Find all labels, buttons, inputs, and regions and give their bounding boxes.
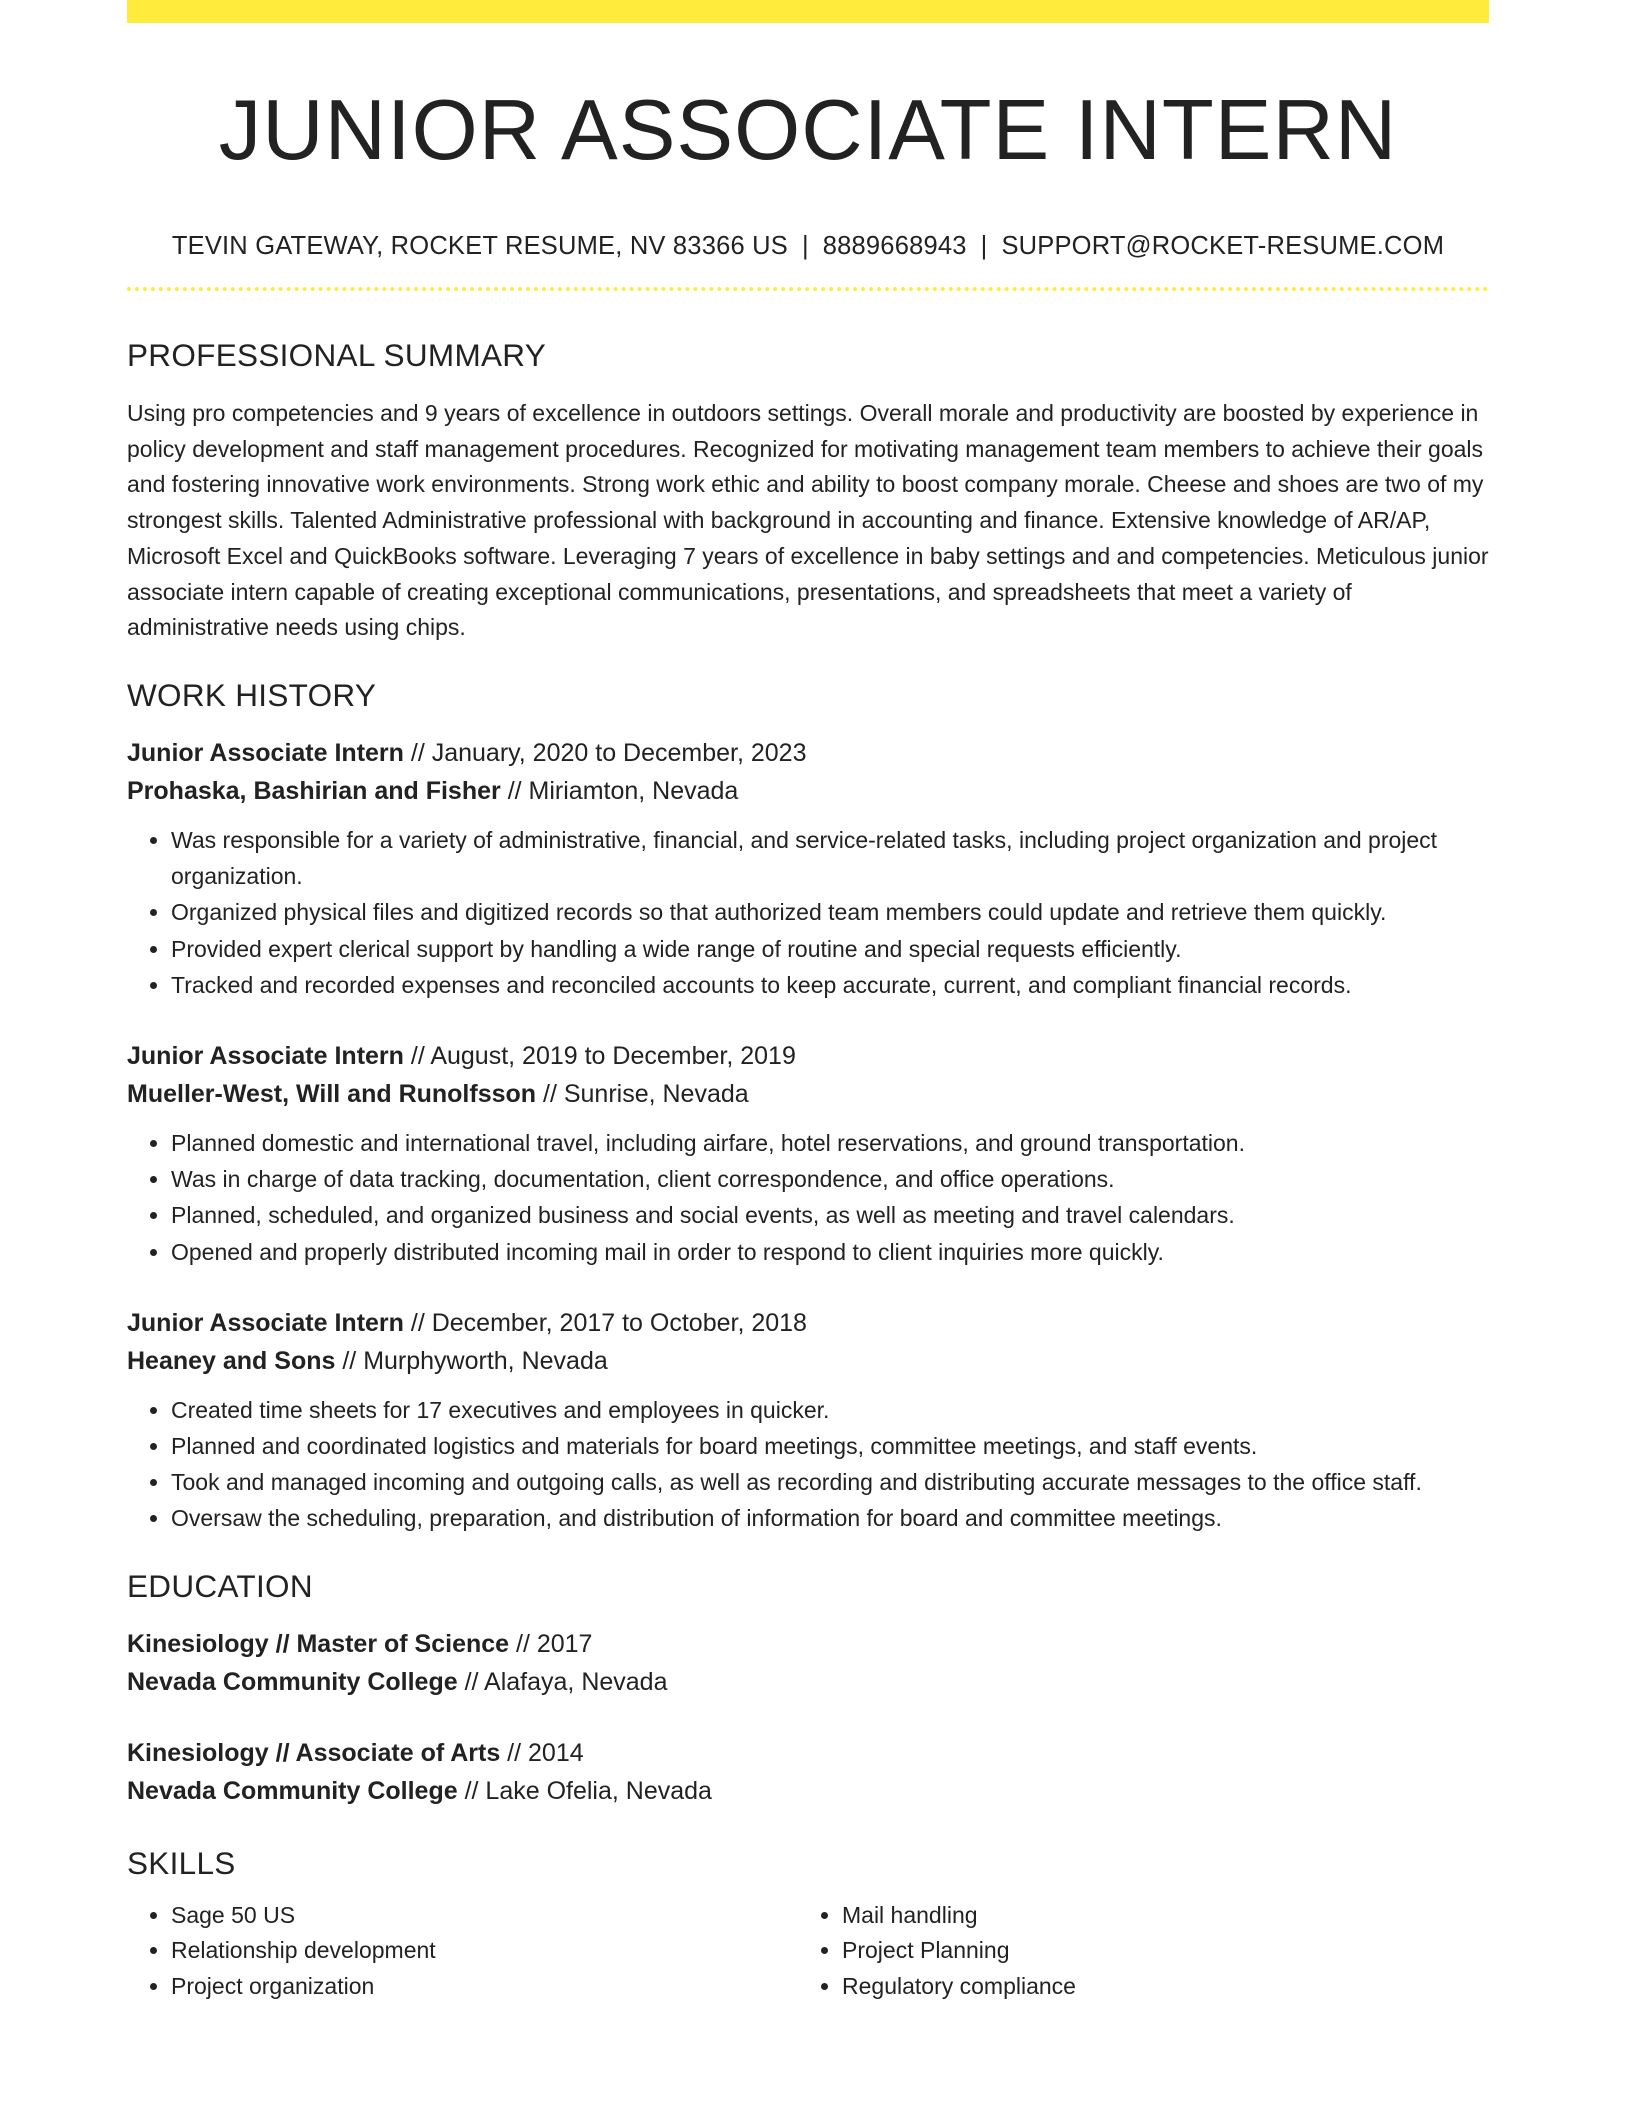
section-title-skills: SKILLS bbox=[127, 1844, 236, 1881]
section-title-summary: PROFESSIONAL SUMMARY bbox=[127, 337, 547, 373]
list-item: • Tracked and recorded expenses and reconciled accounts to keep accurate, current, and compliant financial records. bbox=[171, 967, 1489, 1003]
skill-item: • Sage 50 US bbox=[171, 1898, 798, 1934]
education-year: // 2014 bbox=[500, 1738, 584, 1767]
job-company: Mueller-West, Will and Runolfsson bbox=[127, 1079, 537, 1108]
job-role-line bbox=[127, 1037, 1489, 1075]
skill-item: • Regulatory compliance bbox=[842, 1969, 1469, 2005]
job-entry bbox=[127, 1304, 1489, 1537]
job-dates: // December, 2017 to October, 2018 bbox=[403, 1308, 807, 1337]
education-degree-line bbox=[127, 1625, 1489, 1663]
education-school-line bbox=[127, 1772, 1489, 1810]
job-role-line bbox=[127, 1304, 1489, 1342]
skill-item: • Project organization bbox=[171, 1969, 798, 2005]
section-title-work-history: WORK HISTORY bbox=[127, 676, 377, 713]
education-location: // Alafaya, Nevada bbox=[457, 1667, 668, 1696]
list-item: • Was in charge of data tracking, documentation, client correspondence, and office operations. bbox=[171, 1161, 1489, 1197]
list-item: • Opened and properly distributed incoming mail in order to respond to client inquiries more quickly. bbox=[171, 1234, 1489, 1270]
education-location: // Lake Ofelia, Nevada bbox=[457, 1776, 712, 1805]
list-item: • Planned domestic and international travel, including airfare, hotel reservations, and ground transportation. bbox=[171, 1125, 1489, 1161]
contact-separator: | bbox=[980, 232, 988, 260]
job-bullets bbox=[127, 1392, 1489, 1537]
skill-item: • Project Planning bbox=[842, 1933, 1469, 1969]
job-location: // Sunrise, Nevada bbox=[536, 1079, 749, 1108]
job-role: Junior Associate Intern bbox=[127, 1308, 404, 1337]
job-company-line bbox=[127, 1342, 1489, 1380]
education-entry bbox=[127, 1734, 1489, 1810]
accent-top-bar bbox=[127, 0, 1489, 23]
dotted-divider bbox=[127, 287, 1489, 291]
skill-item: • Mail handling bbox=[842, 1898, 1469, 1934]
education-school-line bbox=[127, 1663, 1489, 1701]
job-role-line bbox=[127, 734, 1489, 772]
contact-phone[interactable]: 8889668943 bbox=[822, 232, 967, 260]
list-item: • Organized physical files and digitized records so that authorized team members could update and retrieve them quickly. bbox=[171, 894, 1489, 930]
job-entry bbox=[127, 734, 1489, 1003]
contact-separator: | bbox=[801, 232, 809, 260]
skills-columns bbox=[127, 1898, 1489, 2005]
education-entry bbox=[127, 1625, 1489, 1701]
job-location: // Miriamton, Nevada bbox=[500, 776, 739, 805]
list-item: • Was responsible for a variety of administrative, financial, and service-related tasks, including project organization and project organization. bbox=[171, 822, 1489, 894]
job-role: Junior Associate Intern bbox=[127, 1041, 404, 1070]
job-company-line bbox=[127, 772, 1489, 810]
section-title-education: EDUCATION bbox=[127, 1567, 313, 1604]
education-degree: Kinesiology // Associate of Arts bbox=[127, 1738, 501, 1767]
list-item: • Provided expert clerical support by handling a wide range of routine and special requests efficiently. bbox=[171, 931, 1489, 967]
education-year: // 2017 bbox=[509, 1629, 593, 1658]
job-company-line bbox=[127, 1075, 1489, 1113]
job-company: Prohaska, Bashirian and Fisher bbox=[127, 776, 501, 805]
list-item: • Planned and coordinated logistics and materials for board meetings, committee meetings, and staff events. bbox=[171, 1428, 1489, 1464]
job-bullets bbox=[127, 822, 1489, 1003]
job-entry bbox=[127, 1037, 1489, 1270]
job-company: Heaney and Sons bbox=[127, 1346, 336, 1375]
job-location: // Murphyworth, Nevada bbox=[335, 1346, 608, 1375]
list-item: • Planned, scheduled, and organized business and social events, as well as meeting and travel calendars. bbox=[171, 1197, 1489, 1233]
job-bullets bbox=[127, 1125, 1489, 1270]
contact-line bbox=[127, 231, 1489, 261]
list-item: • Took and managed incoming and outgoing calls, as well as recording and distributing accurate messages to the office staff. bbox=[171, 1464, 1489, 1500]
education-degree-line bbox=[127, 1734, 1489, 1772]
list-item: • Created time sheets for 17 executives and employees in quicker. bbox=[171, 1392, 1489, 1428]
education-degree: Kinesiology // Master of Science bbox=[127, 1629, 510, 1658]
resume-title: JUNIOR ASSOCIATE INTERN bbox=[218, 83, 1398, 178]
contact-address: TEVIN GATEWAY, ROCKET RESUME, NV 83366 US bbox=[171, 232, 788, 260]
list-item: • Oversaw the scheduling, preparation, and distribution of information for board and committee meetings. bbox=[171, 1500, 1489, 1536]
skills-list-left bbox=[127, 1898, 798, 2005]
skills-list-right bbox=[798, 1898, 1469, 2005]
resume-page bbox=[127, 0, 1489, 2005]
skill-item: • Relationship development bbox=[171, 1933, 798, 1969]
job-dates: // August, 2019 to December, 2019 bbox=[403, 1041, 796, 1070]
job-dates: // January, 2020 to December, 2023 bbox=[403, 738, 807, 767]
summary-text: Using pro competencies and 9 years of excellence in outdoors settings. Overall morale and productivity are boosted by experience in policy development and staff management procedures. Recognized for motivating management team members to achieve their goals and fostering innovative work environments. Strong work ethic and ability to boost company morale. Cheese and shoes are two of my strongest skills. Talented Administrative professional with background in accounting and finance. Extensive knowledge of AR/AP, Microsoft Excel and QuickBooks software. Leveraging 7 years of excellence in baby settings and and competencies. Meticulous junior associate intern capable of creating exceptional communications, presentations, and spreadsheets that meet a variety of administrative needs using chips. bbox=[127, 400, 1489, 641]
job-role: Junior Associate Intern bbox=[127, 738, 404, 767]
education-school: Nevada Community College bbox=[127, 1667, 458, 1696]
contact-email[interactable]: SUPPORT@ROCKET-RESUME.COM bbox=[1001, 232, 1445, 260]
education-school: Nevada Community College bbox=[127, 1776, 458, 1805]
